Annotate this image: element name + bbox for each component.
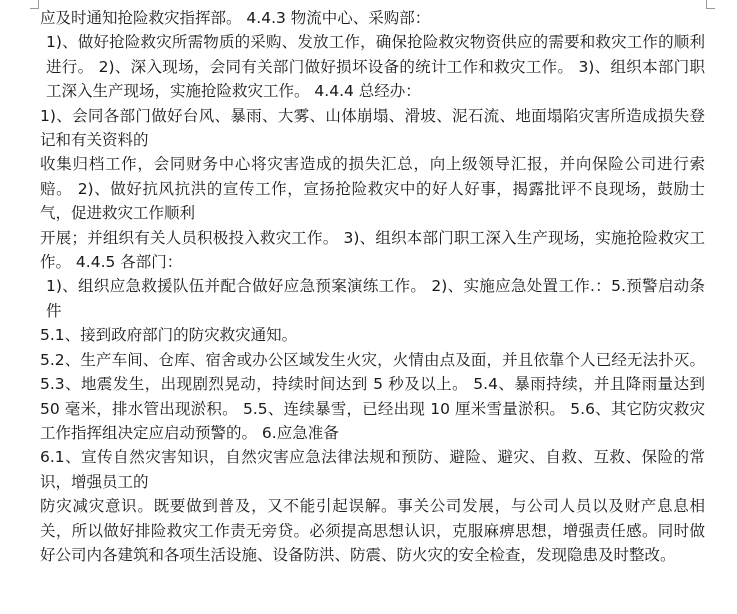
paragraph-9: 6.1、宣传自然灾害知识，自然灾害应急法律法规和预防、避险、避灾、自救、互救、保险的常识，增强员工的	[40, 448, 705, 491]
margin-corner-mark-left	[30, 0, 39, 9]
margin-corner-mark-right	[706, 0, 715, 9]
paragraph-4: 收集归档工作，会同财务中心将灾害造成的损失汇总，向上级领导汇报，并向保险公司进行索赔。 2)、做好抗风抗洪的宣传工作，宣扬抢险救灾中的好人好事，揭露批评不良现场，鼓励士气，促进救灾工作顺利	[40, 155, 705, 223]
paragraph-7: 5.1、接到政府部门的防灾救灾通知。	[40, 326, 298, 345]
paragraph-5: 开展；并组织有关人员积极投入救灾工作。 3)、组织本部门职工深入生产现场，实施抢险救灾工作。 4.4.5 各部门：	[40, 228, 705, 272]
paragraph-1: 应及时通知抢险救灾指挥部。 4.4.3 物流中心、采购部：	[40, 9, 431, 27]
paragraph-2: 1)、做好抢险救灾所需物质的采购、发放工作，确保抢险救灾物资供应的需要和救灾工作的顺利进行。 2)、深入现场，会同有关部门做好损坏设备的统计工作和救灾工作。 3)、组织本部门职工深入生产现场，实施抢险救灾工作。 4.4.4 总经办：	[46, 33, 705, 101]
document-body	[40, 6, 705, 567]
paragraph-8: 5.2、生产车间、仓库、宿舍或办公区域发生火灾，火情由点及面，并且依靠个人已经无法扑灭。 5.3、地震发生，出现剧烈晃动，持续时间达到 5 秒及以上。 5.4、暴雨持续，并且降雨量达到 50 毫米，排水管出现淤积。 5.5、连续暴雪，已经出现 10 厘米雪量淤积。 5.6、其它防灾救灾工作指挥组决定应启动预警的。 6.应急准备	[40, 350, 705, 442]
paragraph-10: 防灾减灾意识。既要做到普及，又不能引起误解。事关公司发展，与公司人员以及财产息息相关，所以做好排险救灾工作责无旁贷。必须提高思想认识，克服麻痹思想，增强责任感。同时做好公司内各建筑和各项生活设施、设备防洪、防震、防火灾的安全检查，发现隐患及时整改。	[40, 497, 705, 564]
paragraph-6: 1)、组织应急救援队伍并配合做好应急预案演练工作。 2)、实施应急处置工作.：5.预警启动条件	[46, 277, 705, 320]
paragraph-3: 1)、会同各部门做好台风、暴雨、大雾、山体崩塌、滑坡、泥石流、地面塌陷灾害所造成损失登记和有关资料的	[40, 106, 705, 150]
